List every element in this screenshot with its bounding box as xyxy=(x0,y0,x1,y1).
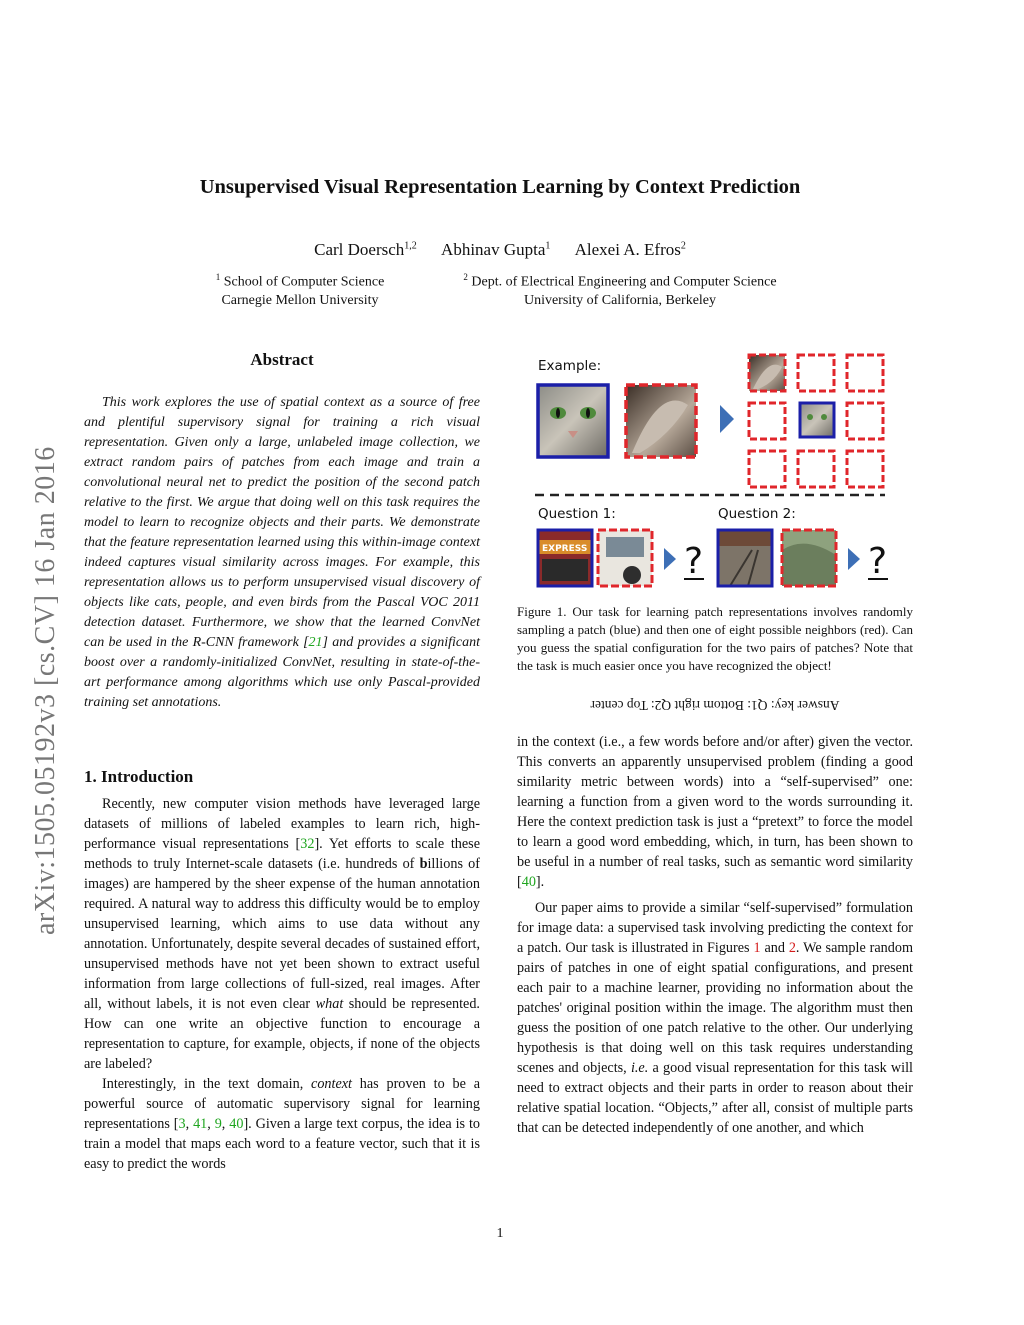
author: Abhinav Gupta$^1$ xyxy=(441,240,551,259)
author: Carl Doersch$^{1,2}$ xyxy=(314,240,417,259)
question-2-patches xyxy=(718,530,836,586)
arrow-icon xyxy=(848,548,860,570)
section-heading: 1. Introduction xyxy=(84,767,194,786)
cat-face-patch xyxy=(538,385,608,457)
citation-link[interactable]: 41 xyxy=(193,1116,208,1132)
abstract-body: This work explores the use of spatial context as a source of free and plentiful supervisory signal for training a rich visual representation. Given only a large, unlabeled image collection, we extract random pairs of patches from each image and train a convolutional neural net to predict the position of the second patch relative to the first. We argue that doing well on this task requires the model to learn to recognize objects and their parts. We demonstrate that the feature representation learned using this within-image context indeed captures visual similarity across images. For example, this representation allows us to perform unsupervised visual discovery of objects like cats, people, and even birds from the Pascal VOC 2011 detection dataset. Furthermore, we show that the learned ConvNet can be used in the R-CNN framework [21] and provides a significant boost over a randomly-initialized ConvNet, resulting in state-of-the-art performance among algorithms which use only Pascal-provided training set annotations. xyxy=(84,395,480,710)
figure-link[interactable]: 1 xyxy=(753,940,761,956)
citation-link[interactable]: 32 xyxy=(300,836,315,852)
figure-1 xyxy=(520,345,915,595)
intro-body: Recently, new computer vision methods have leveraged large datasets of millions of labeled examples to learn rich, high-performance visual representations [32]. Yet efforts to scale these methods to truly Internet-scale datasets (i.e. hundreds of billions of images) are hampered by the sheer expense of the human annotation required. A natural way to address this difficulty would be to employ unsupervised learning, which aims to use data without any annotation. Unfortunately, despite several decades of sustained effort, unsupervised methods have not yet been shown to extract useful information from large collections of full-sized, real images. After all, without labels, it is not even clear what should be represented. How can one write an objective function to encourage a representation to capture, for example, objects, if none of the objects are labeled? Interestingly, in the text domain, context has proven to be a powerful source of automatic supervisory signal for learning representations [3, 41, 9, 40]. Given a large text corpus, the idea is to train a model that maps each word to a feature vector, such that it is easy to predict the words xyxy=(84,796,481,1172)
example-label: Example: xyxy=(538,358,602,374)
paper-title: Unsupervised Visual Representation Learning by Context Prediction xyxy=(199,176,801,198)
figure-link[interactable]: 2 xyxy=(788,940,796,956)
question-1-label: Question 1: xyxy=(538,506,616,522)
arrow-icon xyxy=(664,548,676,570)
question-1-patches xyxy=(538,530,652,586)
page-number: 1 xyxy=(496,1226,504,1241)
citation-link[interactable]: 21 xyxy=(308,635,323,650)
right-column-body: in the context (i.e., a few words before and/or after) given the vector. This converts an apparently unsupervised problem (finding a good similarity metric between words) into a “self-supervised” one: learning a function from a given word to the words surrounding it. Here the context prediction task is just a “pretext” to force the model to learn a good word embedding, which, in turn, has been shown to be useful in a number of real tasks, such as semantic word similarity [40]. Our paper aims to provide a similar “self-supervised” formulation for image data: a supervised task involving predicting the context for a patch. Our task is illustrated in Figures 1 and 2. We sample random pairs of patches in one of eight spatial configurations, and present each pair to a machine learner, providing no information about the patches' original position within the image. The algorithm must then guess the position of one patch relative to the other. Our underlying hypothesis is that doing well on this task requires understanding scenes and objects, i.e. a good visual representation for this task will need to extract objects and their parts in order to reason about their relative spatial location. “Objects,” after all, consist of multiple parts that can be detected independently of one another, and which xyxy=(517,734,913,1136)
cat-ear-patch xyxy=(626,385,696,457)
question-mark: ? xyxy=(868,541,888,582)
question-2-label: Question 2: xyxy=(718,506,796,522)
affiliation-2: $^2$ Dept. of Electrical Engineering and Computer Science University of California, Berkeley xyxy=(463,272,777,308)
author-list xyxy=(0,240,1000,260)
citation-link[interactable]: 3 xyxy=(178,1116,186,1132)
figure-caption: Figure 1. Our task for learning patch representations involves randomly sampling a patch (blue) and then one of eight possible neighbors (red). Can you guess the spatial configuration for the two pairs of patches? Note that the task is much easier once you have recognized the object! xyxy=(517,604,913,673)
affiliation-1: $^1$ School of Computer Science Carnegie Mellon University xyxy=(215,272,385,308)
position-grid xyxy=(749,355,883,487)
citation-link[interactable]: 40 xyxy=(229,1116,244,1132)
author: Alexei A. Efros$^2$ xyxy=(574,240,686,259)
abstract-heading: Abstract xyxy=(250,350,314,369)
answer-key-upside-down: Answer key: Q1: Bottom right Q2: Top center xyxy=(590,698,840,713)
svg-text:EXPRESS: EXPRESS xyxy=(542,544,588,554)
arrow-icon xyxy=(720,405,734,433)
citation-link[interactable]: 9 xyxy=(214,1116,222,1132)
citation-link[interactable]: 40 xyxy=(521,874,536,890)
arxiv-stamp: arXiv:1505.05192v3 [cs.CV] 16 Jan 2016 xyxy=(30,446,61,935)
question-mark: ? xyxy=(684,541,704,582)
